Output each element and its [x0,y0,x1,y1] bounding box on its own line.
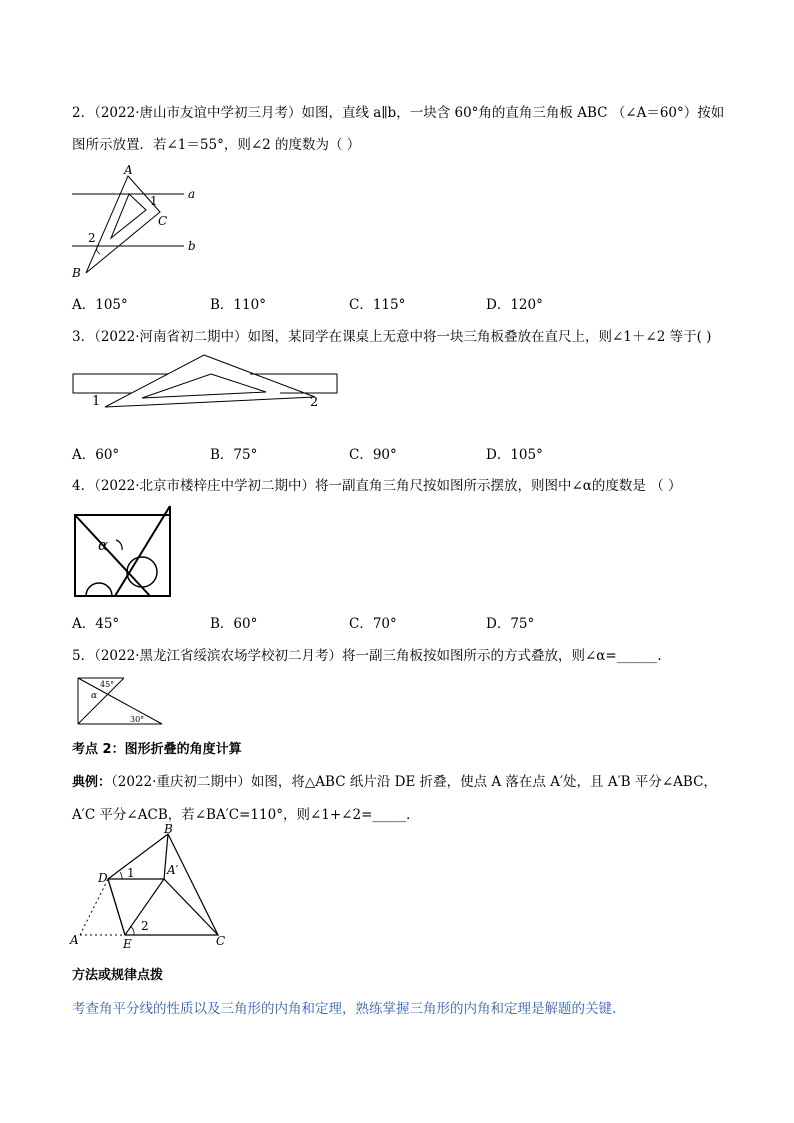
q3-option-c[interactable]: C．90° [349,447,397,463]
section-heading: 考点 2：图形折叠的角度计算 [72,742,242,757]
q3-figure [70,352,345,412]
hypotenuse-30 [78,678,162,724]
method-text: 考查角平分线的性质以及三角形的内角和定理，熟练掌握三角形的内角和定理是解题的关键. [72,1001,617,1017]
triangle-outer [86,176,160,273]
label-D: D [98,871,108,885]
example-line1 [72,770,717,790]
q2-option-c[interactable]: C．115° [349,297,406,313]
label-alpha: α [91,691,98,701]
label-alpha: α [98,536,109,554]
q5-text-line1: 5．（2022·黑龙江省绥滨农场学校初二月考）将一副三角板按如图所示的方式叠放，则∠α=______. [72,648,662,664]
q2-text-line1: 2．（2022·唐山市友谊中学初三月考）如图，直线 a∥b，一块含 60°角的直角三角板 ABC （∠A＝60°）按如 [72,105,725,121]
q3-option-d[interactable]: D．105° [486,447,543,463]
q2-figure [66,160,216,285]
example-text: （2022·重庆初二期中）如图，将△ABC 纸片沿 DE 折叠，使点 A 落在点 A′处，且 A′B 平分∠ABC， [111,774,717,790]
label-Aprime: A′ [167,863,179,877]
q2-option-b[interactable]: B．110° [210,297,266,313]
q3-text-line1: 3．（2022·河南省初二期中）如图，某同学在课桌上无意中将一块三角板叠放在直尺上，则∠1＋∠2 等于( ) [72,329,712,345]
label-B: B [72,266,81,280]
triangle-DBCE [108,834,218,935]
dotted-AD [80,879,108,935]
label-E: E [123,937,132,951]
label-1: 1 [127,866,135,880]
label-A: A [124,163,133,177]
q3-option-a[interactable]: A．60° [72,447,120,463]
alpha-arc [116,540,122,550]
line-AprimeC [164,879,218,935]
line-DE [108,879,125,935]
label-1: 1 [150,194,158,208]
label-B: B [164,822,173,836]
q2-option-a[interactable]: A．105° [72,297,128,313]
q4-option-b[interactable]: B．60° [210,616,258,632]
method-heading: 方法或规律点拨 [72,968,164,983]
label-a: a [188,187,196,201]
label-2: 2 [310,395,319,410]
set-square-2-hypotenuse [115,506,170,596]
label-b: b [188,239,196,253]
q4-figure [72,504,172,599]
q4-option-a[interactable]: A．45° [72,616,120,632]
fold-figure [68,822,238,952]
q4-option-c[interactable]: C．70° [349,616,397,632]
label-C: C [216,934,226,948]
hole-circle [127,557,157,587]
triangle-inner [111,194,146,238]
label-C: C [158,214,168,228]
semicircle [86,583,112,596]
q4-text-line1: 4．（2022·北京市楼梓庄中学初二期中）将一副直角三角尺按如图所示摆放，则图中∠α的度数是 （ ） [72,478,682,494]
label-A: A [70,933,79,947]
q2-option-d[interactable]: D．120° [486,297,543,313]
q2-text-line2: 图所示放置．若∠1＝55°，则∠2 的度数为（ ） [72,137,361,153]
example-line2: A′C 平分∠ACB，若∠BA′C=110°，则∠1+∠2=_____． [72,807,420,823]
example-label: 典例： [72,775,112,790]
label-2: 2 [141,919,149,933]
q4-option-d[interactable]: D．75° [486,616,535,632]
q5-figure [74,674,166,728]
label-2: 2 [88,231,96,245]
set-square-outer [105,355,315,407]
q3-option-b[interactable]: B．75° [210,447,258,463]
label-1: 1 [92,394,101,409]
label-45: 45° [100,680,115,689]
label-30: 30° [130,715,145,724]
